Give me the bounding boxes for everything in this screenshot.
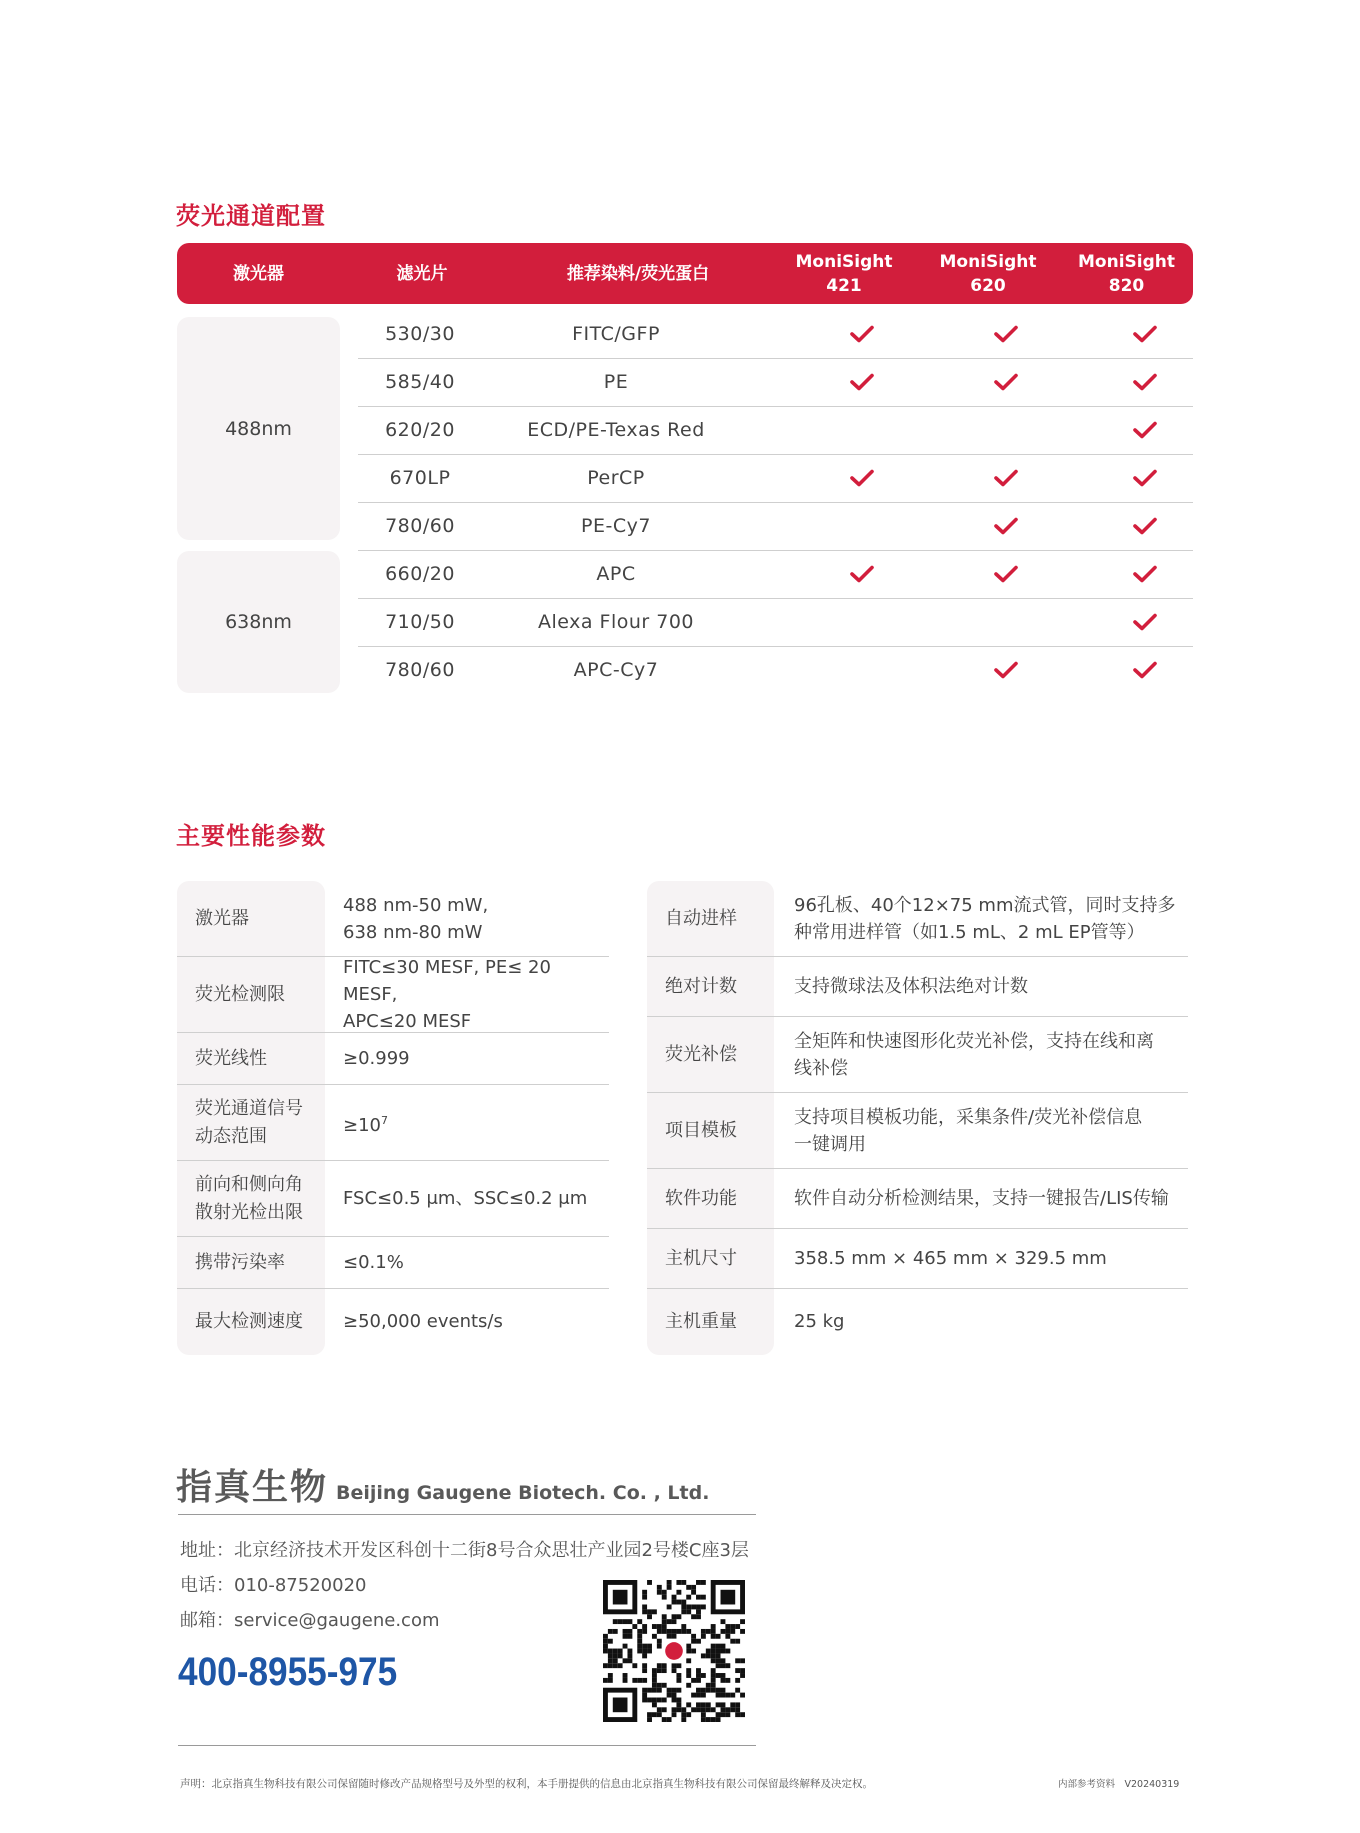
header-model-820-name: MoniSight xyxy=(1078,251,1175,272)
spec-value: FITC≤30 MESF, PE≤ 20 MESF, APC≤20 MESF xyxy=(343,957,551,1032)
checkmark-icon xyxy=(849,324,875,344)
dye-cell: PE-Cy7 xyxy=(581,515,651,537)
header-model-421 xyxy=(772,243,916,304)
header-model-421-name: MoniSight xyxy=(795,251,893,272)
channel-section-title: 荧光通道配置 xyxy=(176,202,326,230)
spec-value: ≤0.1% xyxy=(343,1252,404,1273)
qr-code-image xyxy=(603,1580,745,1722)
checkmark-icon xyxy=(993,564,1019,584)
model-820-cell xyxy=(1078,406,1211,454)
model-620-cell xyxy=(934,646,1078,694)
header-model-620-name: MoniSight xyxy=(939,251,1037,272)
channel-table-header xyxy=(177,243,1193,304)
spec-label: 主机尺寸 xyxy=(665,1247,737,1269)
checkmark-icon xyxy=(849,564,875,584)
channel-row xyxy=(358,454,1193,503)
laser-488-block: 488nm xyxy=(177,317,340,540)
dye-cell: APC-Cy7 xyxy=(573,659,659,681)
filter-cell: 585/40 xyxy=(385,371,455,393)
spec-label: 荧光线性 xyxy=(195,1047,267,1069)
filter-cell: 780/60 xyxy=(385,659,455,681)
spec-label: 自动进样 xyxy=(665,907,737,929)
spec-value: ≥50,000 events/s xyxy=(343,1311,503,1332)
dye-cell: PE xyxy=(603,371,629,393)
checkmark-icon xyxy=(1132,564,1158,584)
spec-value: 488 nm-50 mW, 638 nm-80 mW xyxy=(343,894,489,943)
header-model-820-number: 820 xyxy=(1108,275,1145,296)
spec-label: 荧光通道信号 动态范围 xyxy=(195,1097,303,1147)
dye-cell: ECD/PE-Texas Red xyxy=(527,419,705,441)
spec-row xyxy=(177,1033,609,1085)
dye-cell: FITC/GFP xyxy=(572,323,660,345)
checkmark-icon xyxy=(1132,660,1158,680)
model-421-cell xyxy=(790,406,934,454)
checkmark-icon xyxy=(1132,516,1158,536)
checkmark-icon xyxy=(849,372,875,392)
spec-row xyxy=(177,881,609,957)
checkmark-icon xyxy=(849,468,875,488)
model-620-cell xyxy=(934,454,1078,502)
spec-label: 最大检测速度 xyxy=(195,1310,303,1332)
model-421-cell xyxy=(790,598,934,646)
model-620-cell xyxy=(934,550,1078,598)
spec-label: 携带污染率 xyxy=(195,1251,285,1273)
spec-row xyxy=(177,1085,609,1161)
filter-cell: 620/20 xyxy=(385,419,455,441)
model-421-cell xyxy=(790,646,934,694)
checkmark-icon xyxy=(1132,324,1158,344)
company-phone: 电话：010-87520020 xyxy=(180,1575,367,1596)
spec-row xyxy=(647,957,1188,1017)
model-820-cell xyxy=(1078,502,1211,550)
model-421-cell xyxy=(790,454,934,502)
dye-cell: PerCP xyxy=(587,467,645,489)
spec-value: 358.5 mm × 465 mm × 329.5 mm xyxy=(794,1248,1107,1269)
spec-row xyxy=(647,1093,1188,1169)
spec-label: 项目模板 xyxy=(665,1119,737,1141)
spec-value: 全矩阵和快速图形化荧光补偿，支持在线和离 线补偿 xyxy=(794,1030,1154,1079)
spec-value: 软件自动分析检测结果，支持一键报告/LIS传输 xyxy=(794,1188,1169,1209)
spec-row xyxy=(647,1017,1188,1093)
spec-label: 前向和侧向角 散射光检出限 xyxy=(195,1173,303,1223)
spec-label: 激光器 xyxy=(195,907,249,929)
checkmark-icon xyxy=(993,324,1019,344)
header-filter: 滤光片 xyxy=(396,263,448,284)
header-laser: 激光器 xyxy=(233,263,284,284)
dye-cell: APC xyxy=(596,563,636,585)
model-421-cell xyxy=(790,550,934,598)
spec-label: 荧光补偿 xyxy=(665,1043,737,1065)
checkmark-icon xyxy=(993,372,1019,392)
spec-row xyxy=(177,1289,609,1354)
spec-row xyxy=(177,1161,609,1237)
model-620-cell xyxy=(934,406,1078,454)
hotline-number: 400-8955-975 xyxy=(178,1650,398,1694)
model-820-cell xyxy=(1078,310,1211,358)
spec-row xyxy=(177,957,609,1033)
filter-cell: 530/30 xyxy=(385,323,455,345)
footer-divider-bottom xyxy=(178,1745,756,1746)
spec-value: ≥0.999 xyxy=(343,1048,410,1069)
company-email: 邮箱：service@gaugene.com xyxy=(180,1610,440,1631)
model-620-cell xyxy=(934,310,1078,358)
brand-name-en: Beijing Gaugene Biotech. Co. , Ltd. xyxy=(336,1482,710,1504)
model-820-cell xyxy=(1078,358,1211,406)
channel-row xyxy=(358,358,1193,407)
header-dye: 推荐染料/荧光蛋白 xyxy=(566,263,710,284)
filter-cell: 710/50 xyxy=(385,611,455,633)
spec-label: 软件功能 xyxy=(665,1187,737,1209)
brand-name-cn: 指真生物 xyxy=(176,1467,329,1508)
channel-row xyxy=(358,310,1193,359)
spec-row xyxy=(647,1289,1188,1354)
checkmark-icon xyxy=(993,660,1019,680)
model-620-cell xyxy=(934,598,1078,646)
model-620-cell xyxy=(934,502,1078,550)
header-model-820 xyxy=(1060,243,1193,304)
filter-cell: 670LP xyxy=(389,467,451,489)
checkmark-icon xyxy=(1132,468,1158,488)
dye-cell: Alexa Flour 700 xyxy=(537,611,695,633)
filter-cell: 780/60 xyxy=(385,515,455,537)
channel-row xyxy=(358,598,1193,647)
spec-value: 支持微球法及体积法绝对计数 xyxy=(794,976,1028,997)
spec-label: 绝对计数 xyxy=(665,975,737,997)
company-address: 地址：北京经济技术开发区科创十二街8号合众思壮产业园2号楼C座3层 xyxy=(180,1540,749,1561)
footer-divider-top xyxy=(178,1514,756,1515)
spec-row xyxy=(177,1237,609,1289)
header-model-620 xyxy=(916,243,1060,304)
document-version: 内部参考资料 V20240319 xyxy=(1058,1779,1180,1790)
header-model-620-number: 620 xyxy=(970,275,1006,296)
model-421-cell xyxy=(790,358,934,406)
checkmark-icon xyxy=(993,516,1019,536)
disclaimer-text: 声明：北京指真生物科技有限公司保留随时修改产品规格型号及外型的权利，本手册提供的信息由北京指真生物科技有限公司保留最终解释及决定权。 xyxy=(180,1778,873,1790)
spec-value: $\ge 10^7$ xyxy=(343,1113,388,1136)
header-model-421-number: 421 xyxy=(826,275,862,296)
model-421-cell xyxy=(790,502,934,550)
model-421-cell xyxy=(790,310,934,358)
checkmark-icon xyxy=(993,468,1019,488)
channel-row xyxy=(358,646,1193,694)
checkmark-icon xyxy=(1132,372,1158,392)
spec-row xyxy=(647,881,1188,957)
laser-638-block: 638nm xyxy=(177,551,340,693)
channel-row xyxy=(358,502,1193,551)
spec-value: FSC≤0.5 μm、SSC≤0.2 μm xyxy=(343,1188,588,1209)
model-820-cell xyxy=(1078,646,1211,694)
channel-row xyxy=(358,406,1193,455)
checkmark-icon xyxy=(1132,420,1158,440)
checkmark-icon xyxy=(1132,612,1158,632)
model-620-cell xyxy=(934,358,1078,406)
spec-value: 96孔板、40个12×75 mm流式管，同时支持多 种常用进样管（如1.5 mL、2 mL EP管等） xyxy=(794,894,1176,943)
spec-section-title: 主要性能参数 xyxy=(176,822,326,850)
spec-value: 25 kg xyxy=(794,1311,845,1332)
channel-row xyxy=(358,550,1193,599)
spec-label: 荧光检测限 xyxy=(195,983,285,1005)
spec-label: 主机重量 xyxy=(665,1310,737,1332)
company-brand xyxy=(176,1459,709,1510)
filter-cell: 660/20 xyxy=(385,563,455,585)
model-820-cell xyxy=(1078,454,1211,502)
model-820-cell xyxy=(1078,598,1211,646)
spec-value: 支持项目模板功能，采集条件/荧光补偿信息 一键调用 xyxy=(794,1106,1143,1155)
spec-row xyxy=(647,1229,1188,1289)
spec-row xyxy=(647,1169,1188,1229)
model-820-cell xyxy=(1078,550,1211,598)
